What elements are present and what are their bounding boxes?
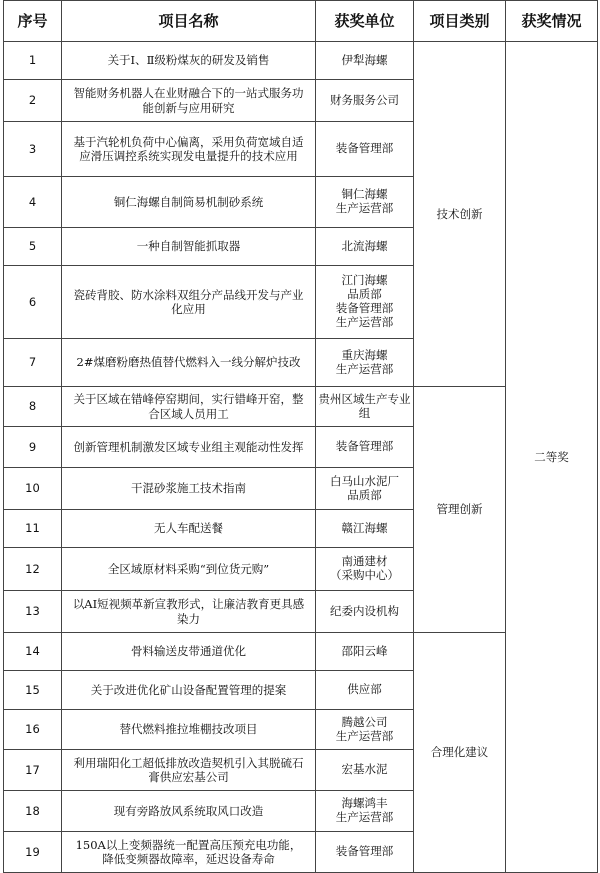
row-award-unit: 装备管理部 (316, 832, 414, 873)
row-award-unit: 北流海螺 (316, 228, 414, 266)
awards-table (3, 0, 598, 873)
award-level-cell: 二等奖 (506, 42, 598, 873)
row-serial: 10 (4, 468, 62, 510)
row-serial: 4 (4, 177, 62, 228)
row-serial: 5 (4, 228, 62, 266)
row-award-unit: 江门海螺 品质部 装备管理部 生产运营部 (316, 266, 414, 339)
row-serial: 12 (4, 548, 62, 591)
table-body (4, 42, 598, 873)
row-award-unit: 伊犁海螺 (316, 42, 414, 80)
row-serial: 15 (4, 671, 62, 710)
header-project-category: 项目类别 (414, 1, 506, 42)
row-project-name: 现有旁路放风系统取风口改造 (62, 791, 316, 832)
row-serial: 3 (4, 122, 62, 177)
row-serial: 2 (4, 80, 62, 122)
row-serial: 19 (4, 832, 62, 873)
category-cell: 合理化建议 (414, 633, 506, 873)
row-serial: 6 (4, 266, 62, 339)
row-award-unit: 赣江海螺 (316, 510, 414, 548)
row-award-unit: 南通建材 （采购中心） (316, 548, 414, 591)
row-serial: 18 (4, 791, 62, 832)
row-award-unit: 装备管理部 (316, 122, 414, 177)
row-project-name: 智能财务机器人在业财融合下的一站式服务功能创新与应用研究 (62, 80, 316, 122)
header-project-name: 项目名称 (62, 1, 316, 42)
row-serial: 13 (4, 591, 62, 633)
header-award-status: 获奖情况 (506, 1, 598, 42)
row-award-unit: 海螺鸿丰 生产运营部 (316, 791, 414, 832)
row-serial: 17 (4, 750, 62, 791)
row-serial: 8 (4, 387, 62, 427)
row-award-unit: 财务服务公司 (316, 80, 414, 122)
row-project-name: 替代燃料推拉堆棚技改项目 (62, 710, 316, 750)
row-award-unit: 白马山水泥厂 品质部 (316, 468, 414, 510)
row-award-unit: 装备管理部 (316, 427, 414, 468)
row-serial: 1 (4, 42, 62, 80)
row-award-unit: 铜仁海螺 生产运营部 (316, 177, 414, 228)
row-project-name: 2#煤磨粉磨热值替代燃料入一线分解炉技改 (62, 339, 316, 387)
row-project-name: 骨料输送皮带通道优化 (62, 633, 316, 671)
table-row (4, 42, 598, 80)
row-award-unit: 邵阳云峰 (316, 633, 414, 671)
row-project-name: 以AI短视频革新宣教形式，让廉洁教育更具感染力 (62, 591, 316, 633)
category-cell: 管理创新 (414, 387, 506, 633)
row-project-name: 创新管理机制激发区域专业组主观能动性发挥 (62, 427, 316, 468)
row-award-unit: 供应部 (316, 671, 414, 710)
row-serial: 14 (4, 633, 62, 671)
row-project-name: 关于区域在错峰停窑期间，实行错峰开窑，整合区域人员用工 (62, 387, 316, 427)
header-row (4, 1, 598, 42)
row-award-unit: 纪委内设机构 (316, 591, 414, 633)
row-serial: 9 (4, 427, 62, 468)
row-project-name: 基于汽轮机负荷中心偏离，采用负荷宽域自适应滑压调控系统实现发电量提升的技术应用 (62, 122, 316, 177)
row-project-name: 瓷砖背胶、防水涂料双组分产品线开发与产业化应用 (62, 266, 316, 339)
row-award-unit: 贵州区域生产专业组 (316, 387, 414, 427)
row-serial: 16 (4, 710, 62, 750)
header-award-unit: 获奖单位 (316, 1, 414, 42)
row-serial: 7 (4, 339, 62, 387)
row-project-name: 无人车配送餐 (62, 510, 316, 548)
row-award-unit: 重庆海螺 生产运营部 (316, 339, 414, 387)
row-project-name: 关于Ⅰ、Ⅱ级粉煤灰的研发及销售 (62, 42, 316, 80)
row-serial: 11 (4, 510, 62, 548)
row-project-name: 利用瑞阳化工超低排放改造契机引入其脱硫石膏供应宏基公司 (62, 750, 316, 791)
row-project-name: 关于改进优化矿山设备配置管理的提案 (62, 671, 316, 710)
row-project-name: 铜仁海螺自制筒易机制砂系统 (62, 177, 316, 228)
row-project-name: 150A以上变频器统一配置高压预充电功能，降低变频器故障率，延迟设备寿命 (62, 832, 316, 873)
row-project-name: 一种自制智能抓取器 (62, 228, 316, 266)
category-cell: 技术创新 (414, 42, 506, 387)
row-award-unit: 腾越公司 生产运营部 (316, 710, 414, 750)
row-project-name: 全区域原材料采购“到位货元购” (62, 548, 316, 591)
row-project-name: 干混砂浆施工技术指南 (62, 468, 316, 510)
table-header (4, 1, 598, 42)
row-award-unit: 宏基水泥 (316, 750, 414, 791)
header-serial: 序号 (4, 1, 62, 42)
